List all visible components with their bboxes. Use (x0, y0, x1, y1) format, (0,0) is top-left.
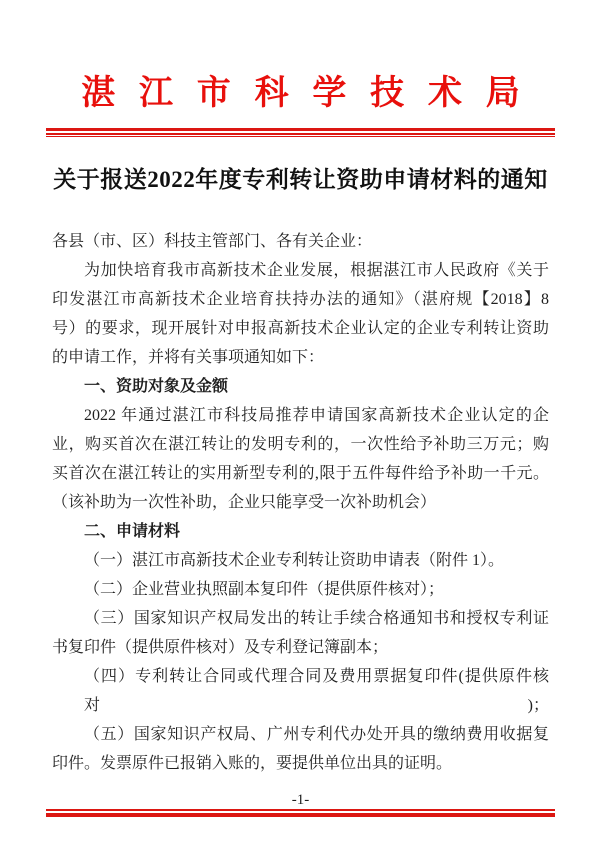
document-footer (52, 792, 549, 817)
document-body (52, 227, 549, 778)
header-rule-thin-line (46, 136, 555, 137)
body-line: 的申请工作，并将有关事项通知如下： (52, 349, 325, 366)
page-number: -1- (291, 792, 310, 808)
header-rule (46, 128, 555, 137)
body-line: 书复印件（提供原件核对）及专利登记簿副本； (52, 639, 389, 656)
body-line: 印发湛江市高新技术企业培育扶持办法的通知》（湛府规【2018】8 (52, 291, 549, 308)
section-heading: 二、申请材料 (84, 523, 181, 540)
body-line: 印件。发票原件已报销入账的，要提供单位出具的证明。 (52, 755, 453, 772)
header-rule-mid-line (46, 133, 555, 135)
footer-rule (46, 809, 555, 817)
body-line: （一）湛江市高新技术企业专利转让资助申请表（附件 1）。 (84, 552, 505, 569)
document-title: 关于报送2022年度专利转让资助申请材料的通知 (53, 167, 548, 192)
body-line: 为加快培育我市高新技术企业发展，根据湛江市人民政府《关于 (84, 262, 549, 279)
footer-rule-thin-line (46, 809, 555, 811)
body-line: （五）国家知识产权局、广州专利代办处开具的缴纳费用收据复 (84, 726, 549, 743)
body-line: （四）专利转让合同或代理合同及费用票据复印件(提供原件核对)； (84, 668, 549, 714)
body-line: 买首次在湛江转让的实用新型专利的,限于五件每件给予补助一千元。 (52, 465, 549, 482)
header-rule-thick-line (46, 128, 555, 131)
body-line: 号）的要求，现开展针对申报高新技术企业认定的企业专利转让资助 (52, 320, 549, 337)
body-line: （二）企业营业执照副本复印件（提供原件核对）； (84, 581, 445, 598)
body-line: （该补助为一次性补助，企业只能享受一次补助机会） (52, 494, 437, 511)
footer-rule-thick-line (46, 813, 555, 817)
body-line: 2022 年通过湛江市科技局推荐申请国家高新技术企业认定的企 (84, 407, 549, 424)
document-header-org-name: 湛江市科学技术局 (81, 75, 544, 112)
body-line: （三）国家知识产权局发出的转让手续合格通知书和授权专利证 (84, 610, 549, 627)
body-line: 业，购买首次在湛江转让的发明专利的，一次性给予补助三万元；购 (52, 436, 549, 453)
body-line: 各县（市、区）科技主管部门、各有关企业： (52, 233, 373, 250)
section-heading: 一、资助对象及金额 (84, 378, 229, 395)
